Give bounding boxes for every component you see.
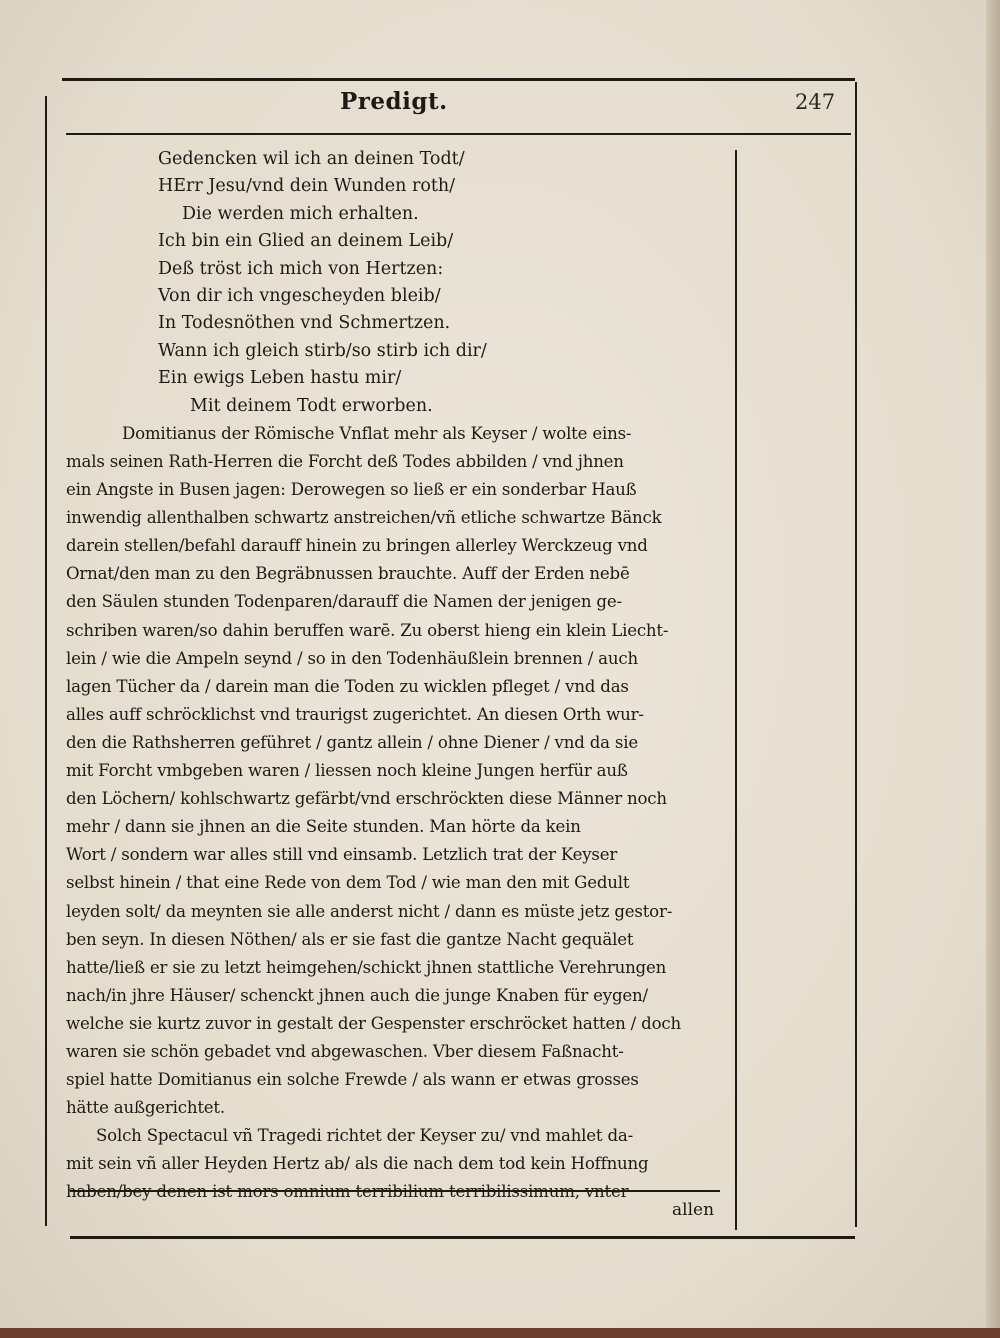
prose-line: mals seinen Rath-Herren die Forcht deß Todes abbilden / vnd jhnen	[66, 452, 624, 471]
right-frame-rule	[855, 82, 857, 1227]
running-title: Predigt.	[340, 88, 448, 115]
header-rule-top	[62, 78, 855, 81]
prose-line: hatte/ließ er sie zu letzt heimgehen/schickt jhnen stattliche Verehrungen	[66, 957, 667, 977]
verse-line: Deß tröst ich mich von Hertzen:	[158, 258, 444, 279]
catchword: allen	[672, 1200, 715, 1220]
verse-line: In Todesnöthen vnd Schmertzen.	[158, 313, 451, 334]
prose-line: lein / wie die Ampeln seynd / so in den Todenhäußlein brennen / auch	[66, 648, 638, 668]
prose-line: waren sie schön gebadet vnd abgewaschen. Vber diesem Faßnacht-	[66, 1041, 624, 1061]
column-rule	[735, 150, 737, 1230]
prose-line: inwendig allenthalben schwartz anstreichen/vñ etliche schwartze Bänck	[66, 508, 662, 528]
prose-line: lagen Tücher da / darein man die Toden zu wicklen pfleget / vnd das	[66, 676, 629, 696]
prose-line: ben seyn. In diesen Nöthen/ als er sie fast die gantze Nacht gequälet	[66, 929, 634, 949]
verse-line: Wann ich gleich stirb/so stirb ich dir/	[158, 340, 487, 361]
prose-line: haben/bey denen ist mors omnium terribilium terribilissimum, vnter	[66, 1182, 629, 1202]
main-text	[66, 146, 726, 1207]
prose-line: Wort / sondern war alles still vnd einsamb. Letzlich trat der Keyser	[66, 845, 618, 865]
prose-line: mit Forcht vmbgeben waren / liessen noch kleine Jungen herfür auß	[66, 761, 628, 781]
prose-line: mehr / dann sie jhnen an die Seite stunden. Man hörte da kein	[66, 817, 581, 837]
verse-line: HErr Jesu/vnd dein Wunden roth/	[158, 176, 456, 197]
prose-line: alles auff schröcklichst vnd traurigst zugerichtet. An diesen Orth wur-	[66, 704, 644, 724]
page-number: 247	[795, 90, 836, 114]
prose-line: den Löchern/ kohlschwartz gefärbt/vnd erschröckten diese Männer noch	[66, 789, 667, 809]
prose-line: leyden solt/ da meynten sie alle anderst nicht / dann es müste jetz gestor-	[66, 901, 673, 921]
prose-line: hätte außgerichtet.	[66, 1098, 225, 1118]
prose-line: selbst hinein / that eine Rede von dem Tod / wie man den mit Gedult	[66, 873, 630, 893]
footer-rule-bottom	[70, 1236, 855, 1239]
verse-line: Ich bin ein Glied an deinem Leib/	[158, 231, 454, 252]
page-edge	[986, 0, 1000, 1338]
backing-board	[0, 1328, 1000, 1338]
verse-line: Von dir ich vngescheyden bleib/	[158, 285, 441, 306]
prose-paragraphs	[66, 420, 726, 1207]
prose-line: welche sie kurtz zuvor in gestalt der Gespenster erschröcket hatten / doch	[66, 1013, 681, 1033]
prose-line: nach/in jhre Häuser/ schenckt jhnen auch die junge Knaben für eygen/	[66, 985, 648, 1005]
prose-line: Domitianus der Römische Vnflat mehr als Keyser / wolte eins-	[122, 423, 632, 443]
prose-line: spiel hatte Domitianus ein solche Frewde / als wann er etwas grosses	[66, 1070, 639, 1090]
verse-line: Die werden mich erhalten.	[182, 203, 419, 224]
hymn-verse	[66, 146, 726, 420]
left-frame-rule	[45, 96, 47, 1226]
verse-line: Ein ewigs Leben hastu mir/	[158, 368, 402, 389]
prose-line: Ornat/den man zu den Begräbnussen brauchte. Auff der Erden nebē	[66, 564, 630, 584]
prose-line: mit sein vñ aller Heyden Hertz ab/ als die nach dem tod kein Hoffnung	[66, 1154, 649, 1174]
header-rule-bottom	[66, 133, 851, 135]
verse-line: Mit deinem Todt erworben.	[190, 395, 433, 416]
prose-line: darein stellen/befahl darauff hinein zu bringen allerley Werckzeug vnd	[66, 536, 648, 556]
prose-line: schriben waren/so dahin beruffen warē. Zu oberst hieng ein klein Liecht-	[66, 620, 669, 640]
prose-line: Solch Spectacul vñ Tragedi richtet der Keyser zu/ vnd mahlet da-	[96, 1126, 633, 1146]
verse-line: Gedencken wil ich an deinen Todt/	[158, 149, 465, 169]
prose-line: ein Angste in Busen jagen: Derowegen so ließ er ein sonderbar Hauß	[66, 480, 637, 500]
prose-line: den Säulen stunden Todenparen/darauff die Namen der jenigen ge-	[66, 592, 622, 612]
prose-line: den die Rathsherren geführet / gantz allein / ohne Diener / vnd da sie	[66, 732, 638, 752]
